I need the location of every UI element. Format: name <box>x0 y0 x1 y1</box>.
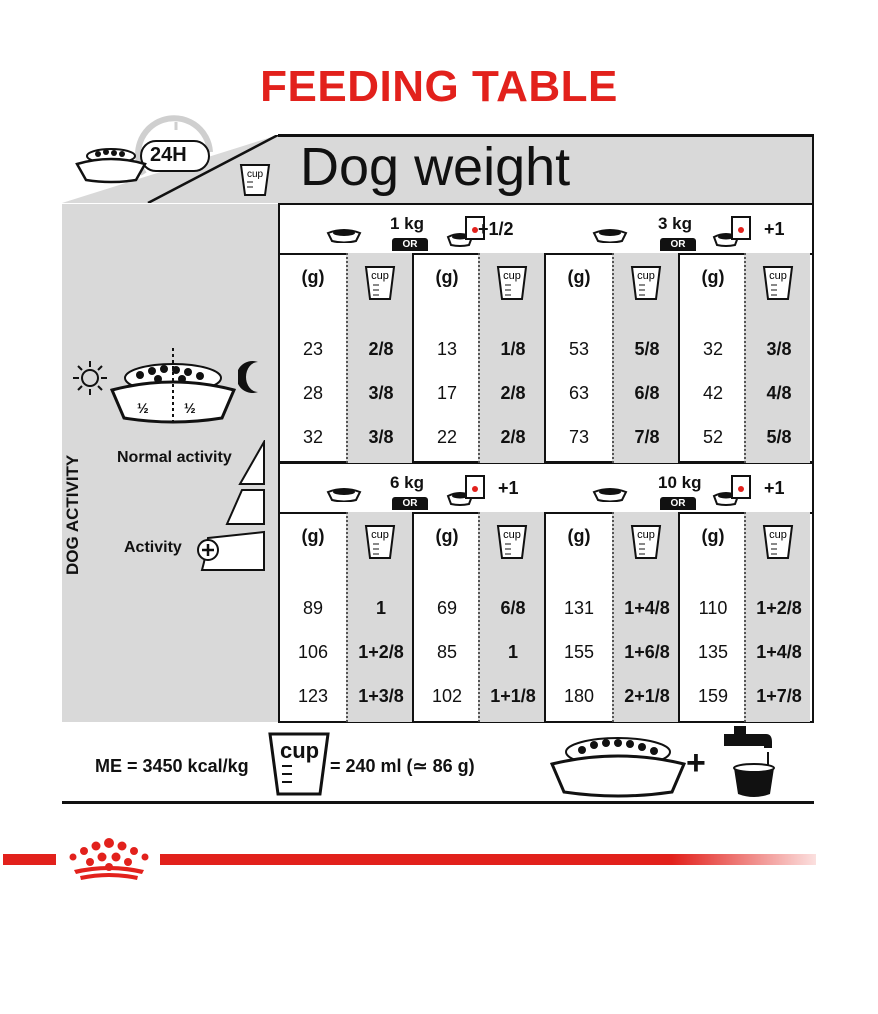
cup-value: 3/8 <box>368 427 394 447</box>
activity-label: Activity <box>124 539 182 556</box>
cup-value: 1+3/8 <box>358 686 404 706</box>
grams-value: 123 <box>297 686 329 706</box>
grams-value: 28 <box>302 383 324 403</box>
water-tap-icon <box>716 724 778 802</box>
grams-value: 63 <box>568 383 590 403</box>
cup-value: 5/8 <box>634 339 660 359</box>
cup-column <box>478 253 544 463</box>
measuring-cup-icon <box>761 522 795 565</box>
grams-header: (g) <box>301 267 325 287</box>
grams-header: (g) <box>301 526 325 546</box>
food-bowl-icon <box>74 142 148 186</box>
grams-value: 17 <box>436 383 458 403</box>
svg-text:cup: cup <box>637 270 655 282</box>
grams-value: 102 <box>431 686 463 706</box>
measuring-cup-icon <box>363 263 397 306</box>
half-left-label: ½ <box>137 400 149 416</box>
cup-value: 1+4/8 <box>756 642 802 662</box>
cup-value: 1/8 <box>500 339 526 359</box>
cup-value: 5/8 <box>766 427 792 447</box>
measuring-cup-icon <box>363 522 397 565</box>
cup-column <box>478 512 544 722</box>
grams-column <box>280 512 346 722</box>
pouch-quantity: +1/2 <box>478 219 514 239</box>
grams-value: 89 <box>302 598 324 618</box>
cup-value: 1+2/8 <box>756 598 802 618</box>
dog-weight-title: Dog weight <box>300 137 571 197</box>
cup-value: 3/8 <box>766 339 792 359</box>
page-title: FEEDING TABLE <box>260 62 618 111</box>
grams-value: 106 <box>297 642 329 662</box>
grams-value: 159 <box>697 686 729 706</box>
dry-food-bowl-icon <box>592 486 628 502</box>
cup-value: 6/8 <box>500 598 526 618</box>
grams-value: 53 <box>568 339 590 359</box>
weight-block-1 <box>546 205 812 463</box>
measuring-cup-icon <box>629 522 663 565</box>
grams-value: 85 <box>436 642 458 662</box>
wet-food-pouch-icon <box>712 472 756 506</box>
or-badge: OR <box>392 497 428 510</box>
cup-value: 2+1/8 <box>624 686 670 706</box>
or-badge: OR <box>660 497 696 510</box>
grams-value: 32 <box>302 427 324 447</box>
grams-value: 52 <box>702 427 724 447</box>
footer-divider <box>62 801 814 804</box>
measuring-cup-icon <box>761 263 795 306</box>
grams-column <box>412 253 478 463</box>
grams-column <box>546 512 612 722</box>
cup-column <box>346 512 412 722</box>
cup-value: 2/8 <box>500 427 526 447</box>
grams-value: 23 <box>302 339 324 359</box>
measuring-cup-icon <box>629 263 663 306</box>
cup-column <box>346 253 412 463</box>
food-bowl-icon <box>550 730 686 800</box>
plus-sign: + <box>686 744 706 782</box>
half-right-label: ½ <box>184 400 196 416</box>
cup-value: 1+1/8 <box>490 686 536 706</box>
grams-column <box>678 253 744 463</box>
weight-block-header <box>280 205 546 255</box>
grams-header: (g) <box>435 267 459 287</box>
svg-text:cup: cup <box>371 270 389 282</box>
grams-value: 22 <box>436 427 458 447</box>
moon-icon <box>238 360 264 394</box>
grams-column <box>280 253 346 463</box>
grams-value: 180 <box>563 686 595 706</box>
weight-label: 3 kg <box>658 214 693 233</box>
weight-label: 6 kg <box>390 473 425 492</box>
cup-value: 6/8 <box>634 383 660 403</box>
pouch-quantity: +1 <box>498 478 519 498</box>
sun-icon <box>70 358 110 398</box>
wet-food-pouch-icon <box>446 472 490 506</box>
grams-header: (g) <box>567 267 591 287</box>
measuring-cup-icon <box>495 522 529 565</box>
grams-value: 110 <box>698 598 728 618</box>
wet-food-pouch-icon <box>712 213 756 247</box>
grams-value: 135 <box>697 642 729 662</box>
cup-value: 2/8 <box>500 383 526 403</box>
grams-value: 73 <box>568 427 590 447</box>
cup-value: 4/8 <box>766 383 792 403</box>
measuring-cup-icon <box>495 263 529 306</box>
svg-text:cup: cup <box>637 529 655 541</box>
weight-block-header <box>280 464 546 514</box>
cup-equivalence-text: = 240 ml (≃ 86 g) <box>330 756 475 776</box>
cup-value: 1+6/8 <box>624 642 670 662</box>
weight-block-header <box>546 464 812 514</box>
pouch-quantity: +1 <box>764 478 785 498</box>
grams-header: (g) <box>701 526 725 546</box>
measuring-cup-icon <box>238 160 272 198</box>
dry-food-bowl-icon <box>592 227 628 243</box>
weight-block-2 <box>280 464 546 722</box>
grams-value: 155 <box>563 642 595 662</box>
brand-bar-left <box>3 854 56 865</box>
svg-text:cup: cup <box>769 270 787 282</box>
cup-column <box>744 512 810 722</box>
grams-column <box>678 512 744 722</box>
grams-value: 13 <box>436 339 458 359</box>
or-badge: OR <box>392 238 428 251</box>
brand-bar-right <box>160 854 816 865</box>
grams-column <box>412 512 478 722</box>
cup-value: 7/8 <box>634 427 660 447</box>
pouch-quantity: +1 <box>764 219 785 239</box>
svg-text:cup: cup <box>503 529 521 541</box>
weight-label: 1 kg <box>390 214 425 233</box>
activity-plus-icon <box>194 530 266 574</box>
grams-header: (g) <box>701 267 725 287</box>
dog-activity-label: DOG ACTIVITY <box>63 454 82 575</box>
grams-header: (g) <box>435 526 459 546</box>
cup-value: 1+4/8 <box>624 598 670 618</box>
cup-column <box>612 512 678 722</box>
dry-food-bowl-icon <box>326 227 362 243</box>
grams-value: 42 <box>702 383 724 403</box>
food-bowl-icon <box>110 348 236 426</box>
weight-block-0 <box>280 205 546 463</box>
cup-value: 2/8 <box>368 339 394 359</box>
cup-value: 1+2/8 <box>358 642 404 662</box>
weight-label: 10 kg <box>658 473 702 492</box>
grams-header: (g) <box>567 526 591 546</box>
svg-text:cup: cup <box>769 529 787 541</box>
cup-value: 1+7/8 <box>756 686 802 706</box>
grams-column <box>546 253 612 463</box>
cup-value: 1 <box>375 598 386 618</box>
cup-value: 3/8 <box>368 383 394 403</box>
grams-value: 32 <box>702 339 724 359</box>
cup-label: cup <box>280 738 320 763</box>
cup-column <box>612 253 678 463</box>
grams-value: 131 <box>563 598 595 618</box>
svg-text:cup: cup <box>246 169 264 180</box>
metabolizable-energy-text: ME = 3450 kcal/kg <box>95 756 249 776</box>
normal-activity-label: Normal activity <box>117 449 232 466</box>
or-badge: OR <box>660 238 696 251</box>
cup-column <box>744 253 810 463</box>
dry-food-bowl-icon <box>326 486 362 502</box>
svg-text:cup: cup <box>371 529 389 541</box>
period-label: 24H <box>150 144 187 166</box>
cup-value: 1 <box>507 642 518 662</box>
weight-block-header <box>546 205 812 255</box>
royal-canin-crown-logo <box>62 836 156 884</box>
grams-value: 69 <box>436 598 458 618</box>
svg-text:cup: cup <box>503 270 521 282</box>
weight-block-3 <box>546 464 812 722</box>
